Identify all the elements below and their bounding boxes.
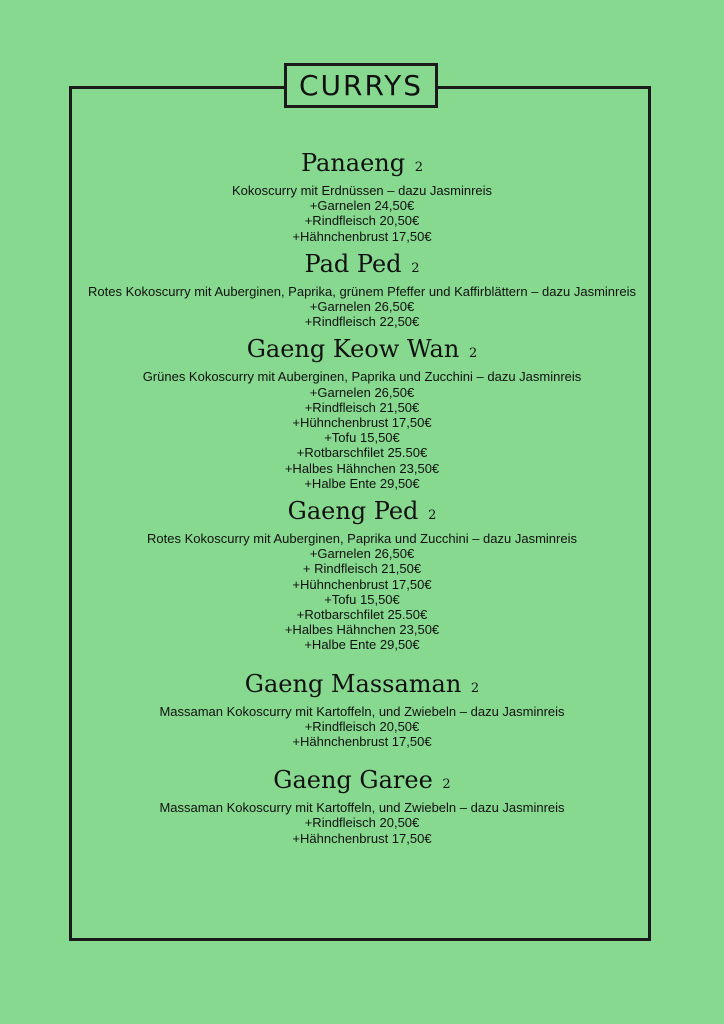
dish-option: +Hühnchenbrust 17,50€: [292, 415, 432, 431]
dish-name: Gaeng Garee 2: [273, 766, 451, 795]
allergen-code: 2: [428, 508, 437, 524]
dish-option: +Rindfleisch 20,50€: [304, 718, 420, 734]
dish-name: Gaeng Keow Wan 2: [246, 335, 478, 364]
allergen-code: 2: [414, 160, 424, 175]
menu-content: [80, 148, 644, 846]
allergen-code: 2: [411, 260, 420, 276]
dish-option: +Halbes Hähnchen 23,50€: [284, 622, 440, 638]
dish-description: Rotes Kokoscurry mit Auberginen, Paprika und Zucchini – dazu Jasminreis: [147, 531, 577, 547]
dish-section-gaeng-ped: [80, 496, 644, 653]
dish-section-gaeng-massaman: [80, 669, 644, 750]
dish-option: +Halbes Hähnchen 23,50€: [284, 460, 440, 476]
dish-option: +Rindfleisch 20,50€: [304, 815, 420, 831]
dish-option: +Hühnchenbrust 17,50€: [292, 576, 432, 592]
dish-option: +Garnelen 26,50€: [309, 546, 415, 562]
dish-section-gaeng-keow-wan: [80, 334, 644, 491]
dish-option: +Halbe Ente 29,50€: [304, 637, 420, 653]
dish-name: Pad Ped 2: [304, 249, 420, 278]
dish-option: + Rindfleisch 21,50€: [302, 561, 422, 577]
dish-option: +Rotbarschfilet 25.50€: [296, 445, 428, 461]
dish-description: Kokoscurry mit Erdnüssen – dazu Jasminreis: [231, 183, 493, 198]
dish-option: +Garnelen 26,50€: [309, 384, 415, 400]
dish-description: Massaman Kokoscurry mit Kartoffeln, und Zwiebeln – dazu Jasminreis: [159, 800, 565, 816]
dish-option: +Garnelen 26,50€: [309, 299, 415, 315]
dish-name: Panaeng 2: [300, 149, 424, 177]
dish-option: +Hähnchenbrust 17,50€: [292, 734, 432, 750]
menu-title-box: [284, 63, 438, 108]
dish-section-panaeng: [80, 148, 644, 244]
dish-description: Rotes Kokoscurry mit Auberginen, Paprika, grünem Pfeffer und Kaffirblättern – dazu Jasminreis: [88, 283, 636, 299]
dish-description: Grünes Kokoscurry mit Auberginen, Paprika und Zucchini – dazu Jasminreis: [142, 369, 582, 385]
dish-option: +Garnelen 24,50€: [309, 198, 415, 214]
dish-name: Gaeng Ped 2: [287, 497, 437, 526]
dish-description: Massaman Kokoscurry mit Kartoffeln, und Zwiebeln – dazu Jasminreis: [159, 703, 565, 719]
allergen-code: 2: [442, 777, 451, 793]
allergen-code: 2: [468, 346, 478, 362]
dish-option: +Tofu 15,50€: [324, 430, 400, 446]
allergen-code: 2: [470, 680, 480, 696]
menu-title: CURRYS: [298, 69, 424, 102]
dish-option: +Tofu 15,50€: [324, 591, 400, 607]
dish-section-gaeng-garee: [80, 765, 644, 846]
dish-option: +Rindfleisch 20,50€: [304, 213, 420, 229]
dish-name: Gaeng Massaman 2: [244, 669, 480, 698]
dish-option: +Hähnchenbrust 17,50€: [292, 830, 432, 846]
dish-option: +Hähnchenbrust 17,50€: [292, 228, 432, 244]
dish-option: +Rindfleisch 21,50€: [304, 399, 420, 415]
dish-option: +Rotbarschfilet 25.50€: [296, 607, 428, 623]
dish-section-pad-ped: [80, 249, 644, 330]
dish-option: +Rindfleisch 22,50€: [304, 314, 420, 330]
dish-option: +Halbe Ente 29,50€: [304, 475, 420, 491]
